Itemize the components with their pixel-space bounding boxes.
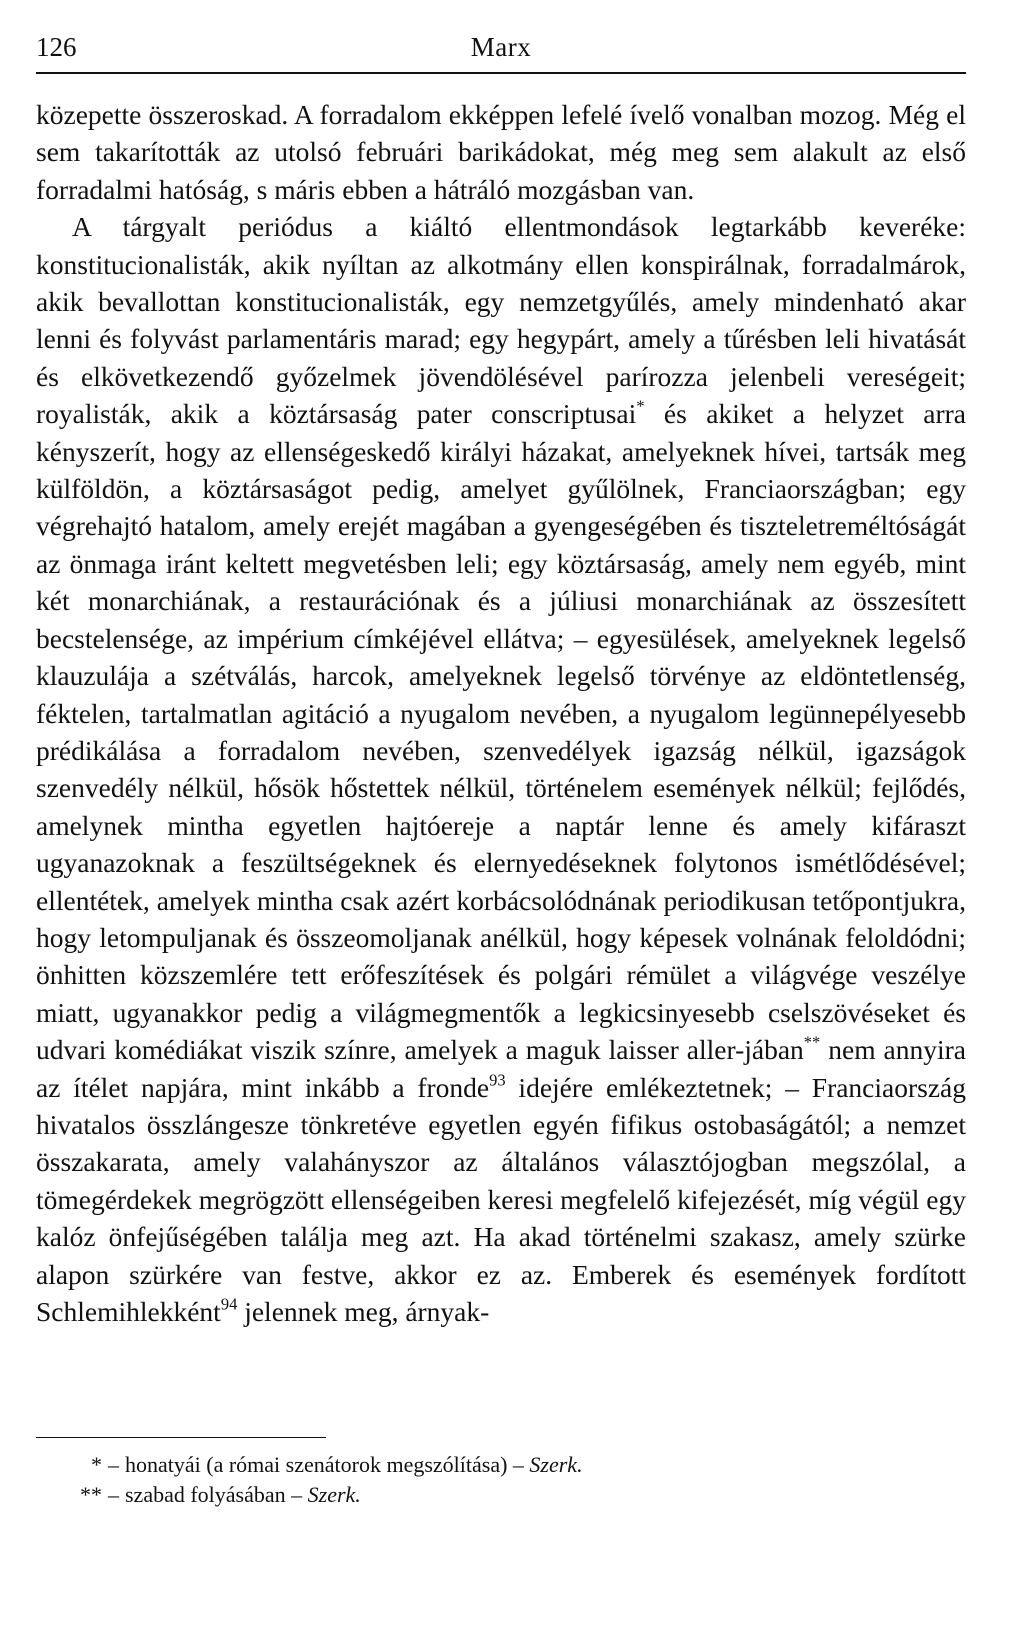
footnote-mark: ** bbox=[80, 1482, 102, 1507]
footnote-mark: * bbox=[91, 1452, 102, 1477]
footnote-separator: – bbox=[285, 1482, 308, 1507]
paragraph-2-part-b: és akiket a helyzet arra kényszerít, hogy az ellenségeskedő királyi házakat, amelyeknek hívei, tartsák meg külföldön, a köztársaságot pedig, amelyet gyűlölnek, Franciaországban; egy végrehajtó hatalom, amely erejét magában a gyengeségében és tiszteletreméltóságát az önmaga iránt keltett megvetésben leli; egy köztársaság, amely nem egyéb, mint két monarchiának, a restaurációnak és a júliusi monarchiának az összesített becstelensége, az impérium címkéjével ellátva; – egyesülések, amelyeknek legelső klauzulája a szétválás, harcok, amelyeknek legelső törvénye az eldöntetlenség, féktelen, tartalmatlan agitáció a nyugalom nevében, a nyugalom legünnepélyesebb prédikálása a forradalom nevében, szenvedélyek igazság nélkül, igazságok szenvedély nélkül, hősök hőstettek nélkül, történelem események nélkül; fejlődés, amelynek mintha egyetlen hajtóereje a naptár lenne és amely kifáraszt ugyanazoknak a feszültségeknek és elernyedéseknek folytonos ismétlődésével; ellentétek, amelyek mintha csak azért korbácsolódnának periodikusan tetőpontjukra, hogy letompuljanak és összeomoljanak anélkül, hogy képesek volnának feloldódni; önhitten közszemlére tett erőfeszítések és polgári rémület a világvége veszélye miatt, ugyanakkor pedig a világmegmentők a legkicsinyesebb cselszövéseket és udvari komédiákat viszik színre, amelyek a maguk laisser aller-jában bbox=[36, 398, 966, 1066]
footnote-ref-2[interactable]: ** bbox=[803, 1032, 821, 1052]
running-head: Marx bbox=[470, 32, 532, 62]
paragraph-2-part-d: idejére emlékeztetnek; – Franciaország hivatalos összlángesze tönkretéve egyetlen egyén fifikus ostobaságától; a nemzet összakarata, amely valahányszor az általános választójogban megszólal, a tömegérdekek megrögzött ellenségeiben keresi megfelelő kifejezését, míg végül egy kalóz önfejűségében találja meg azt. Ha akad történelmi szakasz, amely szürke alapon szürkére van festve, akkor ez az. Emberek és események fordított Schlemihlekként bbox=[36, 1071, 967, 1327]
footnote-text: honatyái (a római szenátorok megszólítása) bbox=[125, 1452, 508, 1477]
body-text bbox=[36, 96, 966, 1330]
footnote-1 bbox=[36, 1450, 966, 1480]
page-number: 126 bbox=[36, 32, 77, 62]
footnote-2 bbox=[36, 1480, 966, 1510]
footnote-separator: – bbox=[507, 1452, 530, 1477]
footnote-ref-1[interactable]: * bbox=[636, 396, 645, 416]
header-rule bbox=[36, 72, 966, 74]
footnote-editor: Szerk. bbox=[529, 1452, 583, 1477]
paragraph-2-part-e: jelennek meg, árnyak- bbox=[237, 1296, 490, 1327]
footnote-dash: – bbox=[108, 1452, 119, 1477]
footnote-ref-93[interactable]: 93 bbox=[489, 1070, 506, 1090]
footnotes bbox=[36, 1450, 966, 1510]
footnote-rule bbox=[36, 1437, 326, 1438]
paragraph-1: közepette összeroskad. A forradalom ekképpen lefelé ívelő vonalban mozog. Még el sem takarították az utolsó februári barikádokat, még meg sem alakult az első forradalmi hatóság, s máris ebben a hátráló mozgásban van. bbox=[36, 99, 966, 205]
paragraph-2 bbox=[36, 208, 966, 1330]
paragraph-2-part-a: A tárgyalt periódus a kiáltó ellentmondások legtarkább keveréke: konstitucionalisták, akik nyíltan az alkotmány ellen konspirálnak, forradalmárok, akik bevallottan konstitucionalisták, egy nemzetgyűlés, amely mindenható akar lenni és folyvást parlamentáris marad; egy hegypárt, amely a tűrésben leli hivatását és elkövetkezendő győzelmek jövendölésével parírozza jelenbeli vereségeit; royalisták, akik a köztársaság pater conscriptusai bbox=[36, 211, 966, 430]
footnote-text: szabad folyásában bbox=[125, 1482, 286, 1507]
footnote-dash: – bbox=[108, 1482, 119, 1507]
page-header bbox=[36, 28, 966, 68]
paragraph-2-part-c: nem annyira az ítélet napjára, mint inkább a fronde bbox=[36, 1034, 966, 1103]
footnote-ref-94[interactable]: 94 bbox=[220, 1294, 238, 1314]
footnote-editor: Szerk. bbox=[307, 1482, 361, 1507]
